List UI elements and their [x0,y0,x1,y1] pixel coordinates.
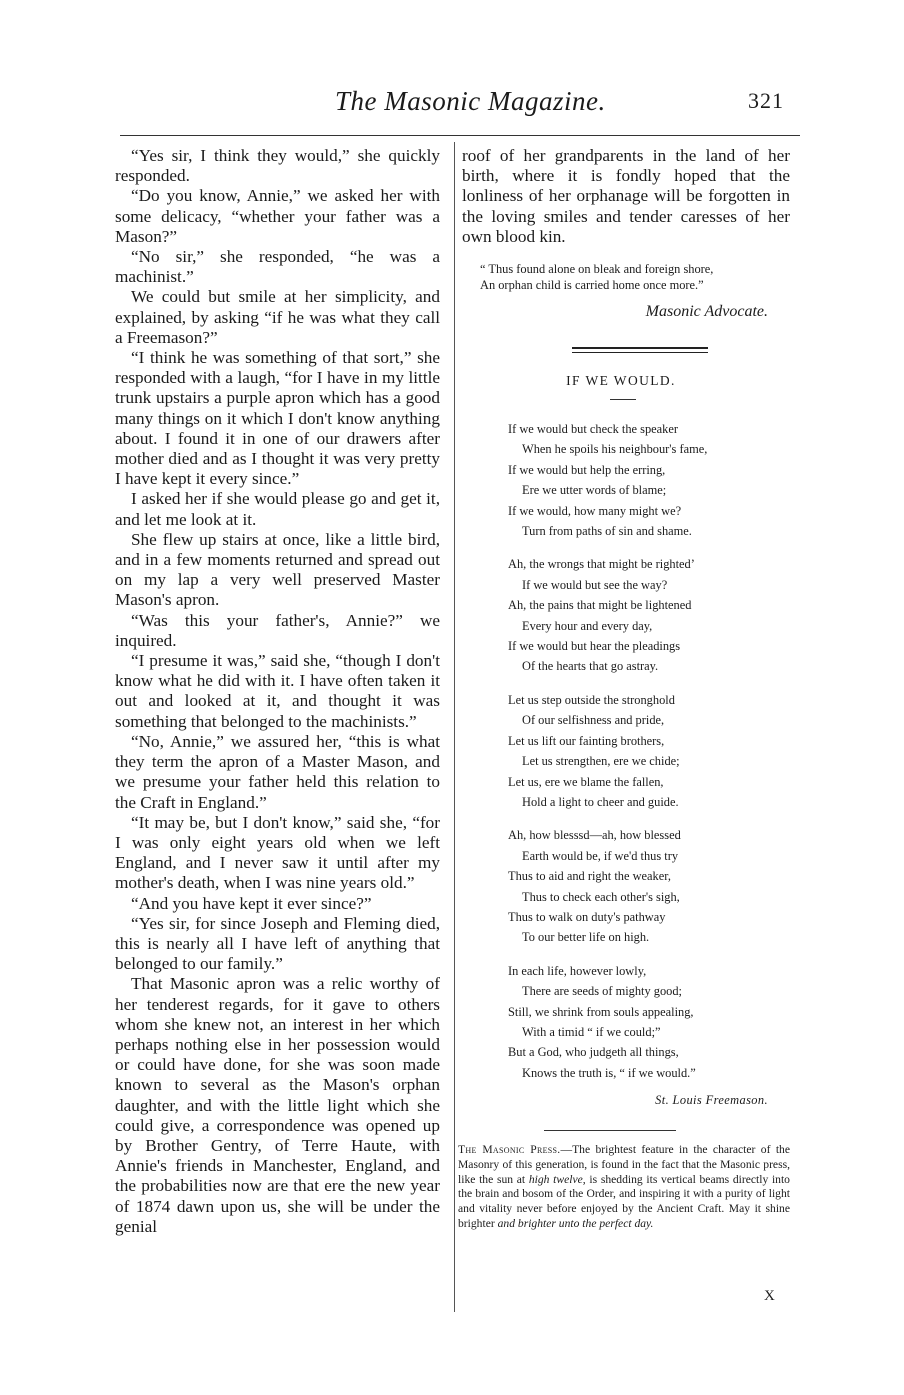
poem-stanza [508,961,790,1083]
poem-title: IF WE WOULD. [566,373,676,389]
paragraph: “Yes sir, for since Joseph and Fleming died, this is nearly all I have left of anything that belonged to our family.” [115,913,440,974]
poem-line: If we would, how many might we? [508,503,682,518]
page-header [120,82,800,122]
poem-line: Let us strengthen, ere we chide; [522,754,680,769]
poem-line: Ah, how blesssd—ah, how blessed [508,828,681,843]
masonic-press-note [458,1143,790,1231]
poem-stanza [508,690,790,812]
poem-line: Every hour and every day, [522,618,653,633]
couplet-line: “ Thus found alone on bleak and foreign shore, [480,262,714,277]
couplet-attribution: Masonic Advocate. [645,303,768,321]
paragraph: “I think he was something of that sort,” she responded with a laugh, “for I have in my little trunk upstairs a purple apron which has a good many things on it which I don't know anything about. I found it in one of our drawers after mother died and as I thought it was very pretty I have kept it every since.” [115,348,440,489]
poem-line: If we would but help the erring, [508,462,666,477]
poem-line: Thus to aid and right the weaker, [508,869,671,884]
poem-line: Earth would be, if we'd thus try [522,848,679,863]
poem-line: Of the hearts that go astray. [522,659,659,674]
note-text: —The brightest feature in the character of the Masonry of this generation, is found in the fact that the Masonic press, like the sun at [458,1143,790,1186]
poem-line: If we would but see the way? [522,577,668,592]
paragraph: “Do you know, Annie,” we asked her with some delicacy, “whether your father was a Mason?” [115,186,440,246]
right-column [458,146,790,1231]
paragraph: “It may be, but I don't know,” said she, “for I was only eight years old when we left England, and I never saw it until after my mother's death, when I was nine years old.” [115,812,440,893]
note-heading: The Masonic Press. [458,1143,561,1157]
continued-paragraph: roof of her grandparents in the land of her birth, where it is fondly hoped that the lonliness of her orphanage will be forgotten in the loving smiles and tender caresses of her own blood kin. [462,146,790,246]
poem-line: Still, we shrink from souls appealing, [508,1004,694,1019]
poem-line: To our better life on high. [522,930,650,945]
poem-line: Thus to check each other's sigh, [522,889,680,904]
poem-line: Turn from paths of sin and shame. [522,524,692,539]
paragraph: “And you have kept it ever since?” [131,893,372,913]
poem-line: Of our selfishness and pride, [522,713,665,728]
poem-line: If we would but hear the pleadings [508,639,681,654]
poem-line: There are seeds of mighty good; [522,984,682,999]
poem-line: But a God, who judgeth all things, [508,1045,679,1060]
poem-line: Ah, the pains that might be lightened [508,598,692,613]
note-text: is shedding its vertical beams directly into the brain and bosom of the Order, and inspiring it with a purity of light and vitality never before enjoyed by the Ancient Craft. May it shine brighter [458,1172,790,1230]
paragraph: That Masonic apron was a relic worthy of her tenderest regards, for it gave to others whom she knew not, an interest in her which perhaps nothing else in her possession would or could have done, for she was soon made known to several as the Mason's orphan daughter, and with the little light which she could give, a correspondence was opened up by Brother Gentry, of Terre Haute, with Annie's friends in Manchester, England, and the probabilities now are that ere the new year of 1874 dawn upon us, she will be under the genial [115,974,440,1236]
poem-stanza [508,554,790,676]
poem-stanza [508,419,790,541]
poem-line: When he spoils his neighbour's fame, [522,442,708,457]
paragraph: “No sir,” she responded, “he was a machinist.” [115,247,440,287]
quoted-couplet [480,261,790,293]
poem-line: Let us, ere we blame the fallen, [508,774,664,789]
poem-line: With a timid “ if we could;” [522,1024,661,1039]
paragraph: “No, Annie,” we assured her, “this is what they term the apron of a Master Mason, and we presume your father held this relation to the Craft in England.” [115,731,440,812]
poem-line: Ere we utter words of blame; [522,483,667,498]
left-column [115,146,440,1237]
title-rule [610,399,636,400]
paragraph: “Yes sir, I think they would,” she quickly responded. [115,146,440,186]
paragraph: “I presume it was,” said she, “though I don't know what he did with it. I have often taken it out and looked at it, and thought it was something that belonged to the machinists.” [115,651,440,731]
poem-line: Hold a light to cheer and guide. [522,794,679,809]
paragraph: I asked her if she would please go and get it, and let me look at it. [115,489,440,529]
header-rule [120,135,800,136]
paragraph: “Was this your father's, Annie?” we inquired. [115,610,440,650]
section-divider [572,347,708,353]
poem [508,419,790,1083]
note-italic: and brighter unto the perfect day. [497,1216,654,1230]
section-divider [544,1130,676,1131]
page-number: 321 [748,88,784,113]
couplet-line: An orphan child is carried home once more.” [480,278,704,293]
signature-mark: X [764,1288,775,1304]
poem-attribution: St. Louis Freemason. [655,1093,768,1108]
paragraph: She flew up stairs at once, like a little bird, and in a few moments returned and spread out on my lap a very well preserved Master Mason's apron. [115,529,440,610]
poem-line: In each life, however lowly, [508,963,647,978]
poem-stanza [508,825,790,947]
column-divider [454,142,455,1312]
poem-line: Ah, the wrongs that might be righted’ [508,557,695,572]
poem-line: Let us lift our fainting brothers, [508,733,665,748]
poem-line: Let us step outside the stronghold [508,692,675,707]
poem-line: Knows the truth is, “ if we would.” [522,1065,696,1080]
poem-line: Thus to walk on duty's pathway [508,909,666,924]
paragraph: We could but smile at her simplicity, and explained, by asking “if he was what they call a Freemason?” [115,287,440,347]
running-title: The Masonic Magazine. [335,86,606,116]
poem-line: If we would but check the speaker [508,422,678,437]
note-italic: high twelve, [528,1172,586,1186]
